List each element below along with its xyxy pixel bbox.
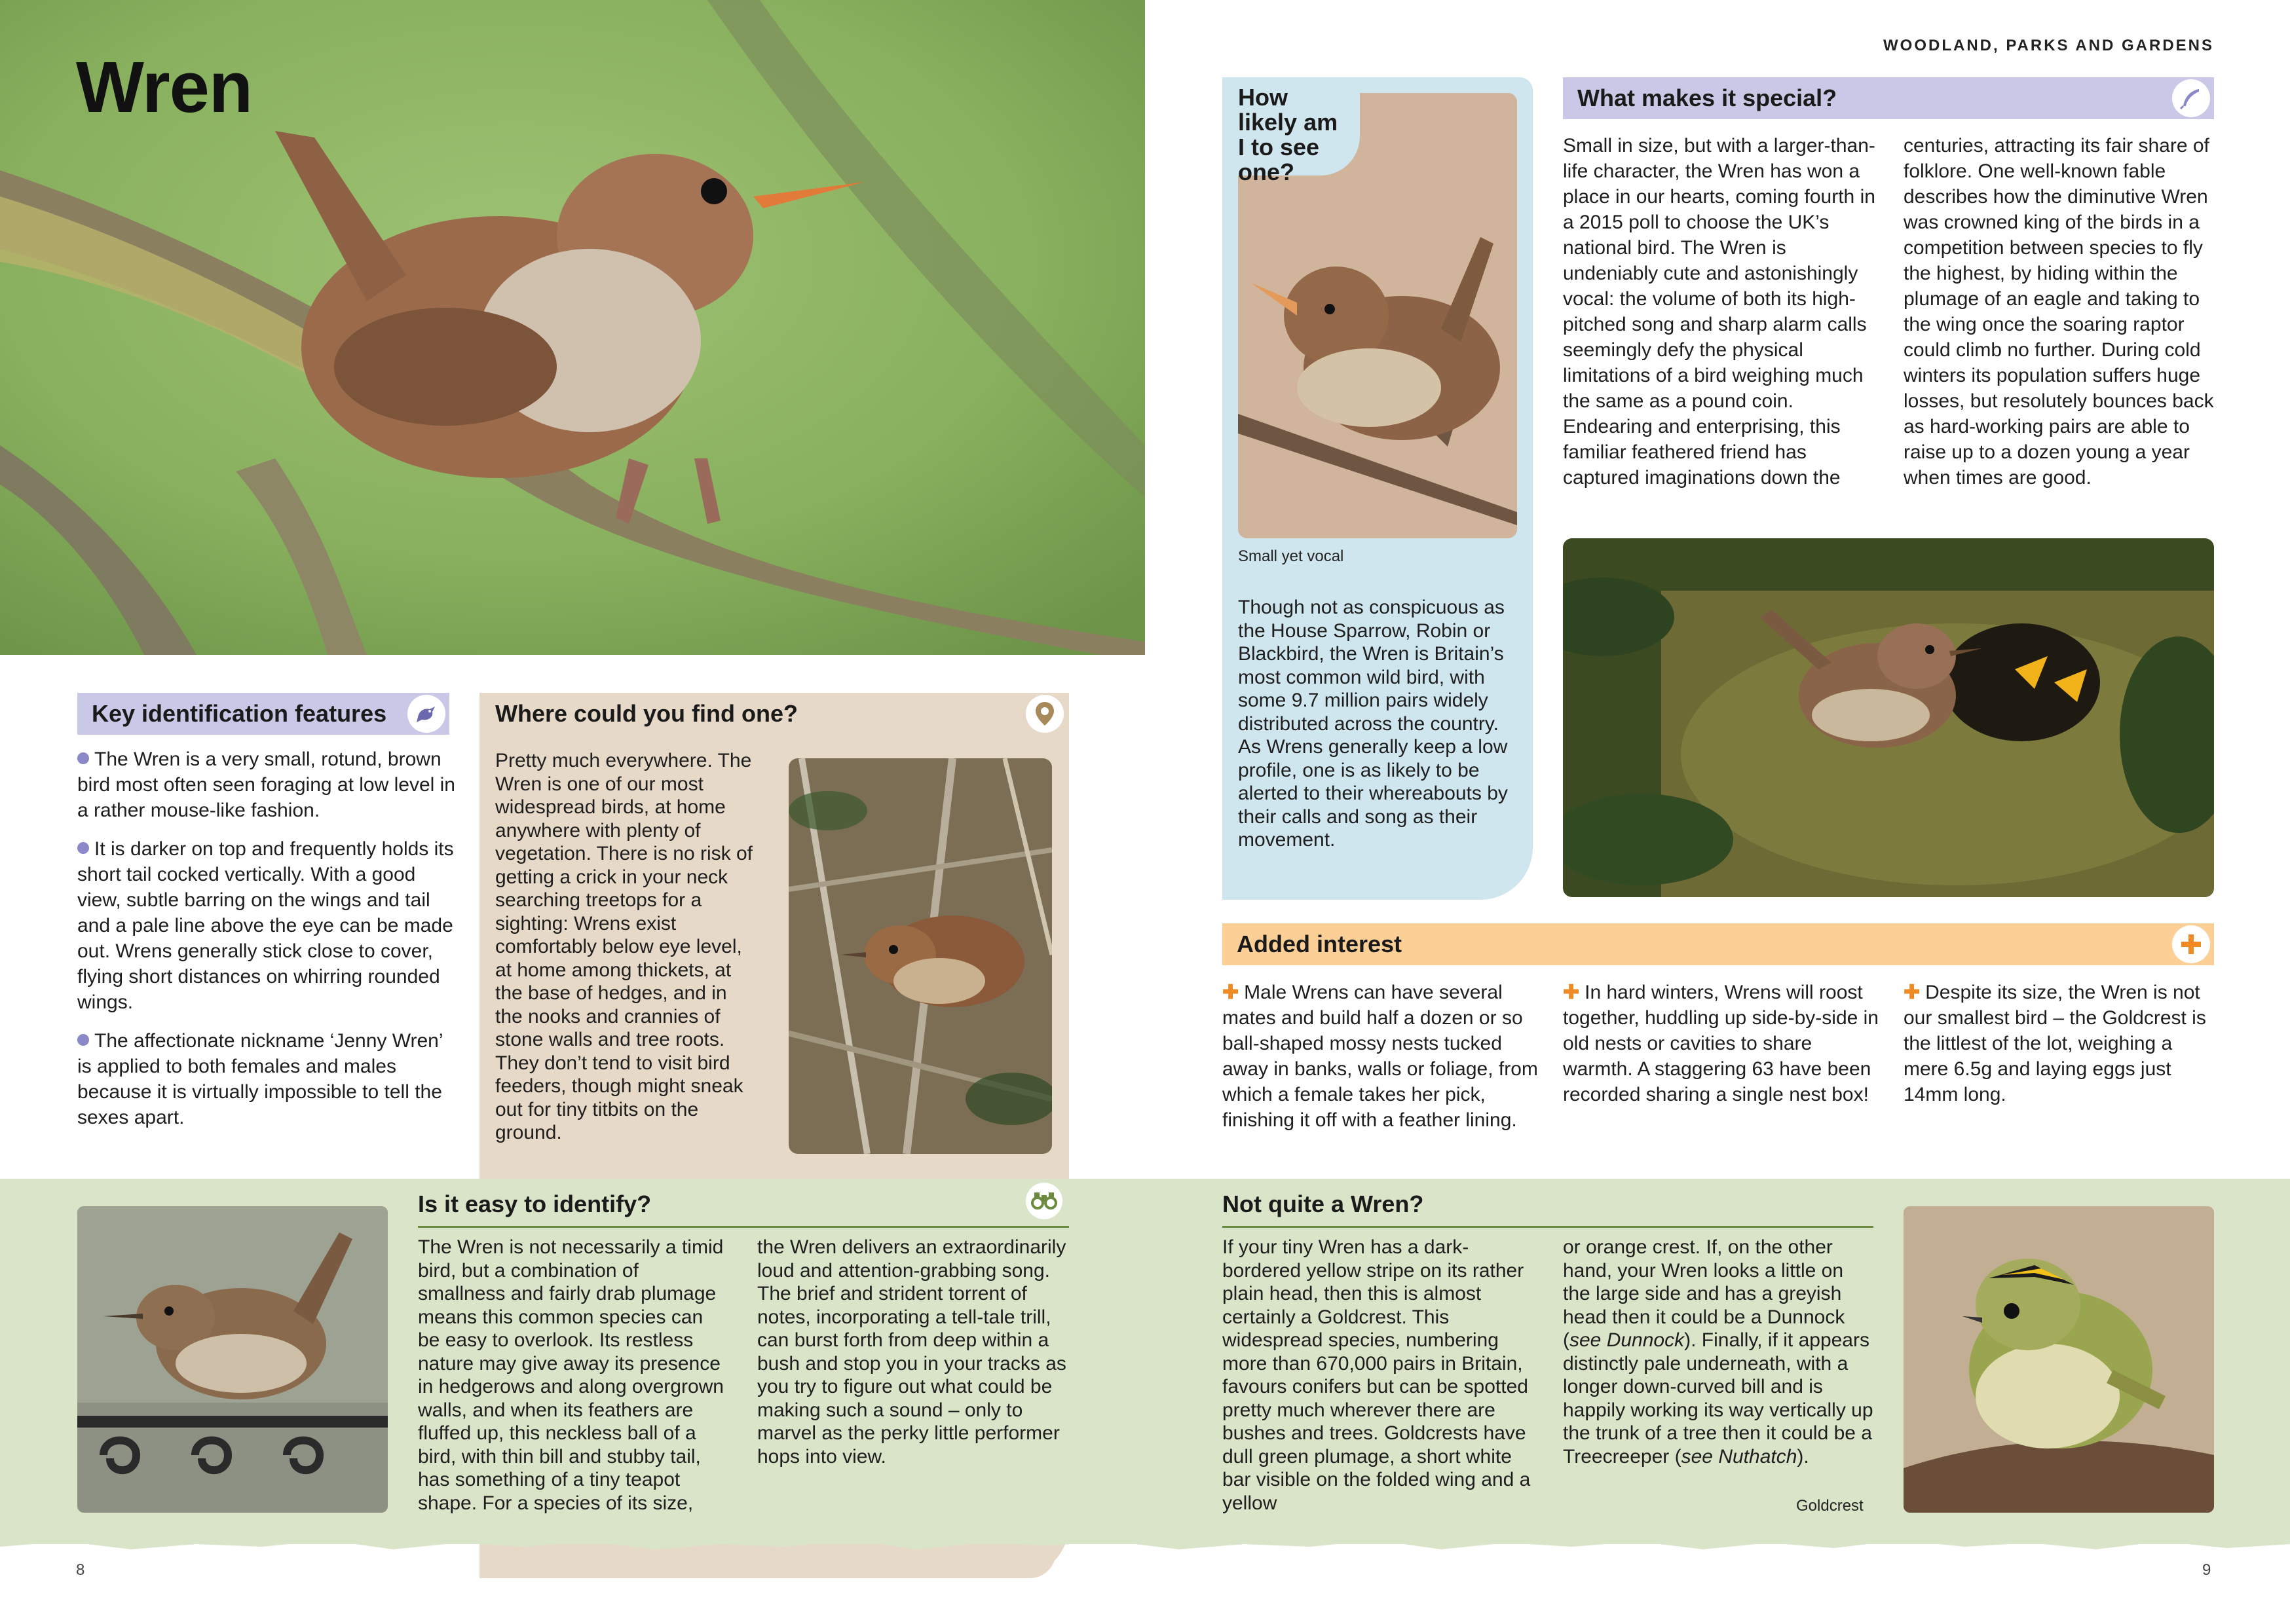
special-col1: Small in size, but with a larger-than-life character, the Wren has won a place in our hearts, coming fourth in a 2015 poll to choose the UK’s national bird. The Wren is undeniably cute and astonishingly vocal: the volume of both its high-pitched song and sharp alarm calls seemingly defy the physical limitations of a bird weighing much the same as a pound coin. Endearing and enterprising, this familiar feathered friend has captured imaginations down the: [1563, 135, 1875, 489]
key-features-list: [77, 747, 457, 1130]
key-feature-item: The affectionate nickname ‘Jenny Wren’ is applied to both females and males because it is virtually impossible to tell the sexes apart.: [77, 1030, 443, 1128]
page-number-right: 9: [2202, 1561, 2211, 1579]
section-label: WOODLAND, PARKS AND GARDENS: [1883, 37, 2214, 54]
bullet-dot: [77, 1034, 89, 1046]
where-panel-tail: [479, 1552, 1056, 1578]
easy-identify-col1: The Wren is not necessarily a timid bird, but a combination of smallness and fairly drab plumage means this common species can be easy to overlook. Its restless nature may give away its presence in hedgerows and along overgrown walls, and when its feathers are fluffed up, this neckless ball of a bird, with thin bill and stubby tail, has something of a tiny teapot shape. For a species of its size,: [418, 1236, 724, 1514]
see-dunnock-ref: see Dunnock: [1569, 1329, 1685, 1351]
key-feature-item: It is darker on top and frequently holds its short tail cocked vertically. With a good view, subtle barring on the wings and tail and a pale line above the eye can be made out. Wrens generally stick close to cover, flying short distances on whirring rounded wings.: [77, 838, 454, 1013]
location-pin-icon: [1026, 695, 1064, 733]
goldcrest-caption: Goldcrest: [1796, 1497, 1864, 1515]
easy-identify-rule: [418, 1226, 1069, 1228]
plus-bullet-icon: ✚: [1904, 982, 1921, 1003]
not-quite-col2: or orange crest. If, on the other hand, your Wren looks a little on the large side and has a greyish head then it could be a Dunnock (see Dunnock). Finally, if it appears distinctly pale underneath, with a longer down-curved bill and is happily working its way vertically up the trunk of a tree then it could be a Treecreeper (see Nuthatch).: [1563, 1236, 1873, 1467]
special-col2: centuries, attracting its fair share of folklore. One well-known fable describes how the diminutive Wren was crowned king of the birds in a competition between species to fly the highest, by hiding within the plumage of an eagle and taking to the wing once the soaring raptor could climb no further. During cold winters its population suffers huge losses, but resolutely bounces back as hard-working pairs are able to raise up to a dozen young a year when times are good.: [1904, 135, 2214, 489]
plus-bullet-icon: ✚: [1563, 982, 1580, 1003]
where-text: Pretty much everywhere. The Wren is one of our most widespread birds, at home anywhere with plenty of vegetation. There is no risk of getting a crick in your neck searching treetops for a sighting: Wrens exist comfortably below eye level, at home among thickets, at the base of hedges, and in the nooks and crannies of stone walls and tree roots. They don’t tend to visit bird feeders, though might sneak out for tiny titbits on the ground.: [495, 750, 753, 1143]
key-features-heading: Key identification features: [92, 700, 387, 727]
bird-icon: [407, 695, 445, 733]
not-quite-rule: [1222, 1226, 1873, 1228]
page-number-left: 8: [76, 1561, 85, 1579]
special-heading: What makes it special?: [1577, 84, 1837, 111]
added-interest-item: ✚ Male Wrens can have several mates and build half a dozen or so ball-shaped mossy nests tucked away in banks, walls or foliage, from which a female takes her pick, finishing it off with a feather lining.: [1222, 982, 1538, 1131]
added-interest-heading: Added interest: [1237, 931, 1402, 957]
special-heading-bar: [1563, 77, 2214, 119]
goldcrest-photo: [1904, 1206, 2214, 1513]
plus-bullet-icon: ✚: [1222, 982, 1239, 1003]
how-likely-caption: Small yet vocal: [1238, 547, 1344, 565]
wren-in-bushes-photo: [789, 758, 1052, 1154]
how-likely-heading: How likely am I to see one?: [1238, 84, 1338, 185]
wren-at-nest-photo: [1563, 538, 2214, 897]
wren-on-railing-photo: [77, 1206, 388, 1513]
plus-icon: [2172, 925, 2210, 963]
bullet-dot: [77, 752, 89, 764]
not-quite-heading: Not quite a Wren?: [1222, 1190, 1424, 1217]
added-interest-heading-bar: [1222, 923, 2214, 965]
not-quite-col1: If your tiny Wren has a dark-bordered yellow stripe on its rather plain head, then this is almost certainly a Goldcrest. This widespread species, numbering more than 670,000 pairs in Britain, favours conifers but can be spotted pretty much wherever there are bushes and trees. Goldcrests have dull green plumage, a short white bar visible on the folded wing and a yellow: [1222, 1236, 1531, 1514]
easy-identify-heading: Is it easy to identify?: [418, 1190, 652, 1217]
feather-icon: [2172, 79, 2210, 117]
added-interest-item: ✚ In hard winters, Wrens will roost together, huddling up side-by-side in old nests or cavities to share warmth. A staggering 63 have been recorded sharing a single nest box!: [1563, 982, 1879, 1105]
see-nuthatch-ref: see Nuthatch: [1681, 1445, 1797, 1467]
page-title: Wren: [76, 47, 253, 128]
binoculars-icon: [1026, 1183, 1062, 1219]
where-heading: Where could you find one?: [495, 700, 798, 727]
key-feature-item: The Wren is a very small, rotund, brown bird most often seen foraging at low level in a rather mouse-like fashion.: [77, 748, 455, 821]
how-likely-text: Though not as conspicuous as the House Sparrow, Robin or Blackbird, the Wren is Britain’s most common wild bird, with some 9.7 million pairs widely distributed across the country. As Wrens generally keep a low profile, one is as likely to be alerted to their whereabouts by their calls and song as their movement.: [1238, 597, 1508, 851]
added-interest-item: ✚ Despite its size, the Wren is not our smallest bird – the Goldcrest is the littlest of the lot, weighing a mere 6.5g and laying eggs just 14mm long.: [1904, 982, 2206, 1105]
where-heading-bar: [479, 693, 1069, 735]
key-features-heading-bar: [77, 693, 449, 735]
easy-identify-col2: the Wren delivers an extraordinarily loud and attention-grabbing song. The brief and strident torrent of notes, incorporating a tell-tale trill, can burst forth from deep within a bush and stop you in your tracks as you try to figure out what could be making such a sound – only to marvel as the perky little performer hops into view.: [757, 1236, 1066, 1467]
torn-edge: [0, 1532, 2290, 1559]
bullet-dot: [77, 842, 89, 854]
